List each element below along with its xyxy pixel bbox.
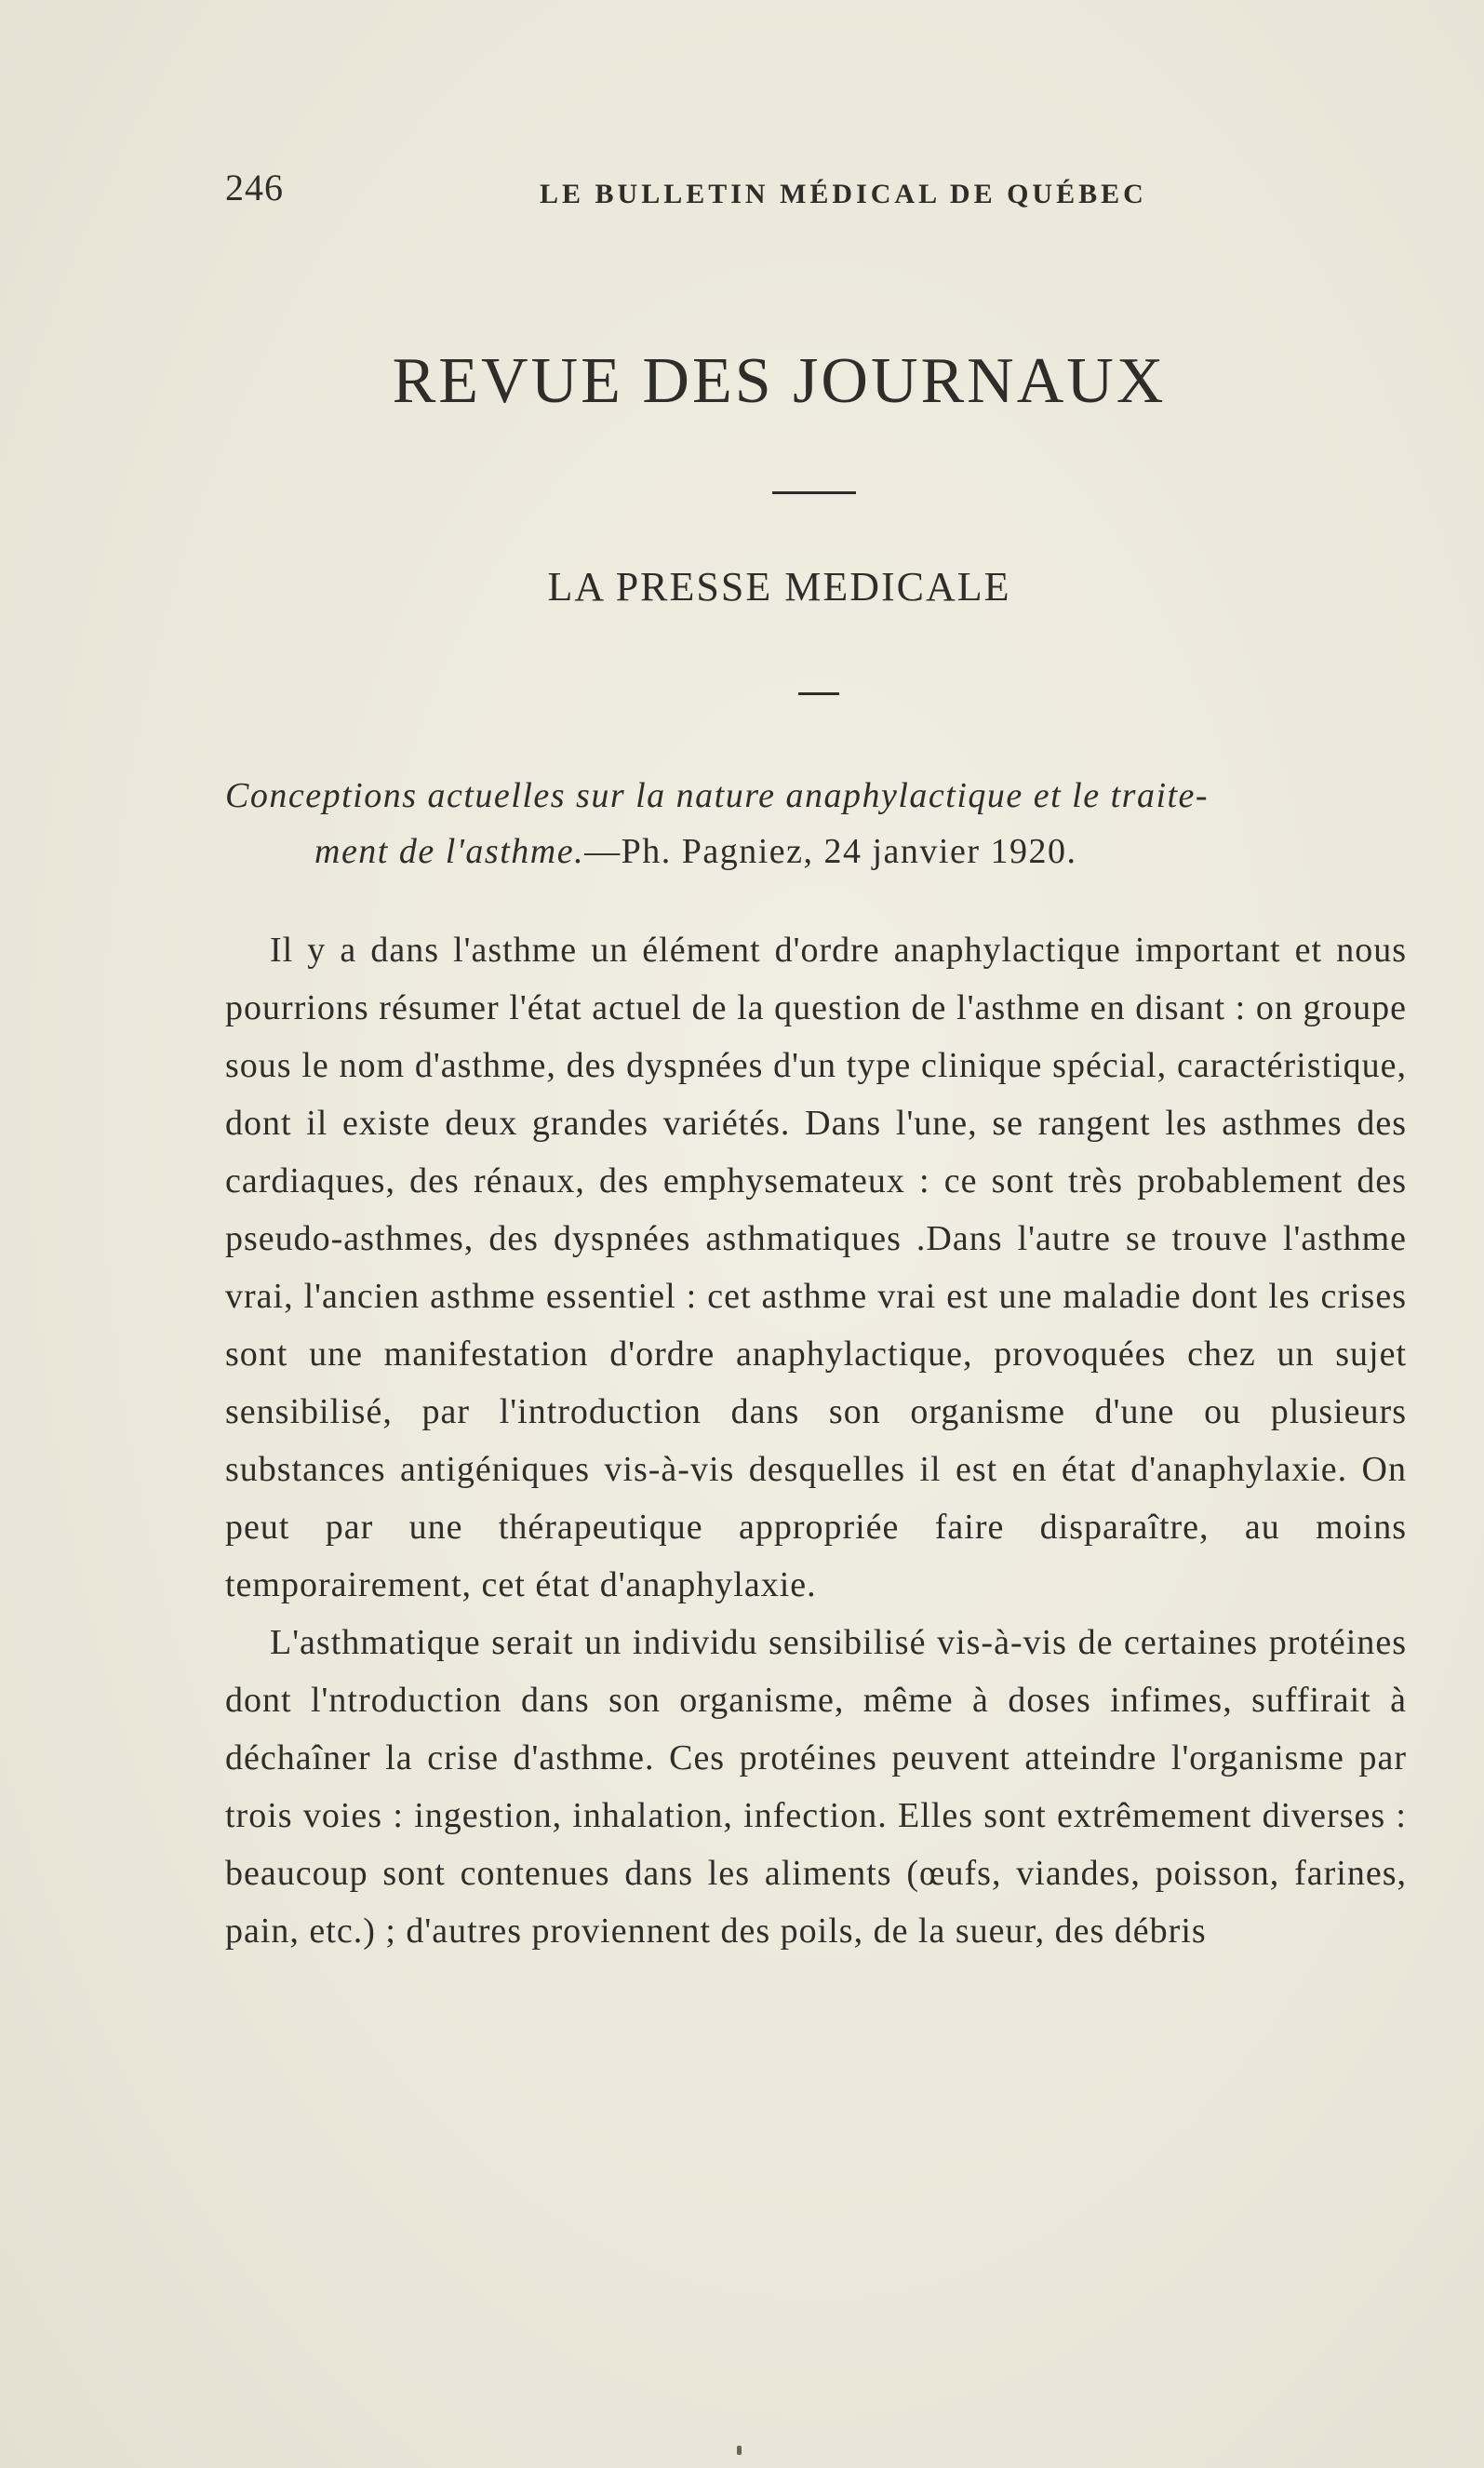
paragraph-2: L'asthmatique serait un individu sensibilisé vis-à-vis de certaines protéines dont l'ntroduction dans son organisme, même à doses infimes, suffirait à déchaîner la crise d'asthme. Ces protéines peuvent atteindre l'organisme par trois voies : ingestion, inhalation, infection. Elles sont extrêmement diverses : beaucoup sont contenues dans les aliments (œufs, viandes, poisson, farines, pain, etc.) ; d'autres proviennent des poils, de la sueur, des débris xyxy=(225,1623,1407,1951)
title-divider xyxy=(772,491,856,494)
article-body xyxy=(225,921,1407,1960)
journal-divider xyxy=(798,692,839,695)
journal-name: LA PRESSE MEDICALE xyxy=(547,564,1011,610)
article-author-date: —Ph. Pagniez, 24 janvier 1920. xyxy=(584,832,1077,871)
paragraph-1: Il y a dans l'asthme un élément d'ordre anaphylactique important et nous pourrions résumer l'état actuel de la question de l'asthme en disant : on groupe sous le nom d'asthme, des dyspnées d'un type clinique spécial, caractéristique, dont il existe deux grandes variétés. Dans l'une, se rangent les asthmes des cardiaques, des rénaux, des emphysemateux : ce sont très probablement des pseudo-asthmes, des dyspnées asthmatiques .Dans l'autre se trouve l'asthme vrai, l'ancien asthme essentiel : cet asthme vrai est une maladie dont les crises sont une manifestation d'ordre anaphylactique, provoquées chez un sujet sensibilisé, par l'introduction dans son organisme d'une ou plusieurs substances antigéniques vis-à-vis desquelles il est en état d'anaphylaxie. On peut par une thérapeutique appropriée faire disparaître, au moins temporairement, cet état d'anaphylaxie. xyxy=(225,931,1407,1604)
article-title-line1: Conceptions actuelles sur la nature anaphylactique et le traite- xyxy=(225,776,1210,815)
running-head: LE BULLETIN MÉDICAL DE QUÉBEC xyxy=(540,179,1147,209)
page-number: 246 xyxy=(225,167,284,208)
article-title-line2: ment de l'asthme. xyxy=(314,832,585,871)
page-header xyxy=(225,166,1219,221)
article-citation xyxy=(225,768,1407,879)
section-title: REVUE DES JOURNAUX xyxy=(392,345,1167,417)
article-title-line2-wrapper xyxy=(225,824,1407,879)
page-speck xyxy=(737,2446,742,2455)
